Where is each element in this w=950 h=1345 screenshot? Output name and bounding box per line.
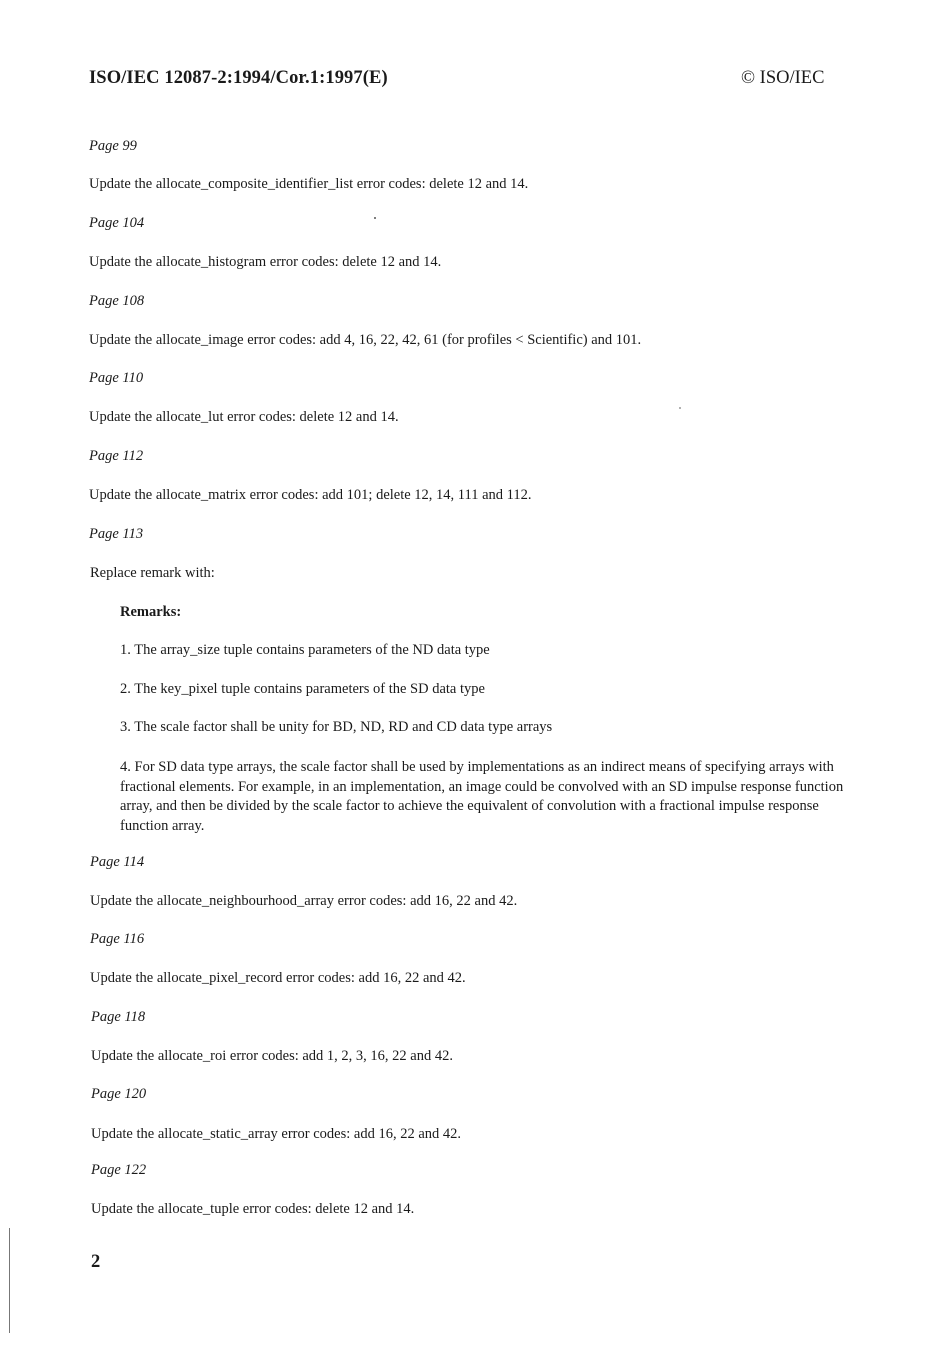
remark-item-2: 2. The key_pixel tuple contains parameters of the SD data type xyxy=(120,681,485,697)
remark-item-3: 3. The scale factor shall be unity for BD, ND, RD and CD data type arrays xyxy=(120,719,553,735)
scan-edge-mark xyxy=(9,1228,10,1333)
page-ref-114: Page 114 xyxy=(90,854,145,870)
entry-text-114: Update the allocate_neighbourhood_array error codes: add 16, 22 and 42. xyxy=(90,893,518,909)
page-ref-104: Page 104 xyxy=(89,215,145,231)
page-number: 2 xyxy=(91,1252,101,1272)
entry-text-112: Update the allocate_matrix error codes: add 101; delete 12, 14, 111 and 112. xyxy=(89,487,532,503)
page-ref-112: Page 112 xyxy=(89,448,144,464)
page-ref-110: Page 110 xyxy=(89,370,144,386)
page-ref-113: Page 113 xyxy=(89,526,144,542)
page-ref-120: Page 120 xyxy=(91,1086,147,1102)
page-ref-118: Page 118 xyxy=(91,1009,146,1025)
remark-item-1: 1. The array_size tuple contains parameters of the ND data type xyxy=(120,642,490,658)
entry-text-104: Update the allocate_histogram error codes: delete 12 and 14. xyxy=(89,254,442,270)
entry-text-118: Update the allocate_roi error codes: add 1, 2, 3, 16, 22 and 42. xyxy=(91,1048,453,1064)
entry-text-116: Update the allocate_pixel_record error codes: add 16, 22 and 42. xyxy=(90,970,466,986)
page-ref-122: Page 122 xyxy=(91,1162,147,1178)
entry-text-99: Update the allocate_composite_identifier_list error codes: delete 12 and 14. xyxy=(89,176,529,192)
remarks-title: Remarks: xyxy=(120,604,182,620)
page-ref-116: Page 116 xyxy=(90,931,145,947)
copyright-notice: © ISO/IEC xyxy=(741,68,825,88)
page-ref-108: Page 108 xyxy=(89,293,145,309)
scan-speck xyxy=(374,217,376,219)
entry-text-122: Update the allocate_tuple error codes: delete 12 and 14. xyxy=(91,1201,415,1217)
remark-item-4: 4. For SD data type arrays, the scale factor shall be used by implementations as an indirect means of specifying arrays with fractional elements. For example, in an implementation, an image could be convolved with an SD impulse response function array, and then be divided by the scale factor to achieve the equivalent of convolution with a fractional impulse response function array. xyxy=(120,759,844,834)
page-ref-99: Page 99 xyxy=(89,138,137,154)
scan-speck xyxy=(679,407,681,409)
entry-text-113: Replace remark with: xyxy=(90,565,215,581)
entry-text-108: Update the allocate_image error codes: add 4, 16, 22, 42, 61 (for profiles < Scientific) and 101. xyxy=(89,332,642,348)
entry-text-110: Update the allocate_lut error codes: delete 12 and 14. xyxy=(89,409,399,425)
document-designation: ISO/IEC 12087-2:1994/Cor.1:1997(E) xyxy=(89,68,388,88)
entry-text-120: Update the allocate_static_array error codes: add 16, 22 and 42. xyxy=(91,1126,462,1142)
